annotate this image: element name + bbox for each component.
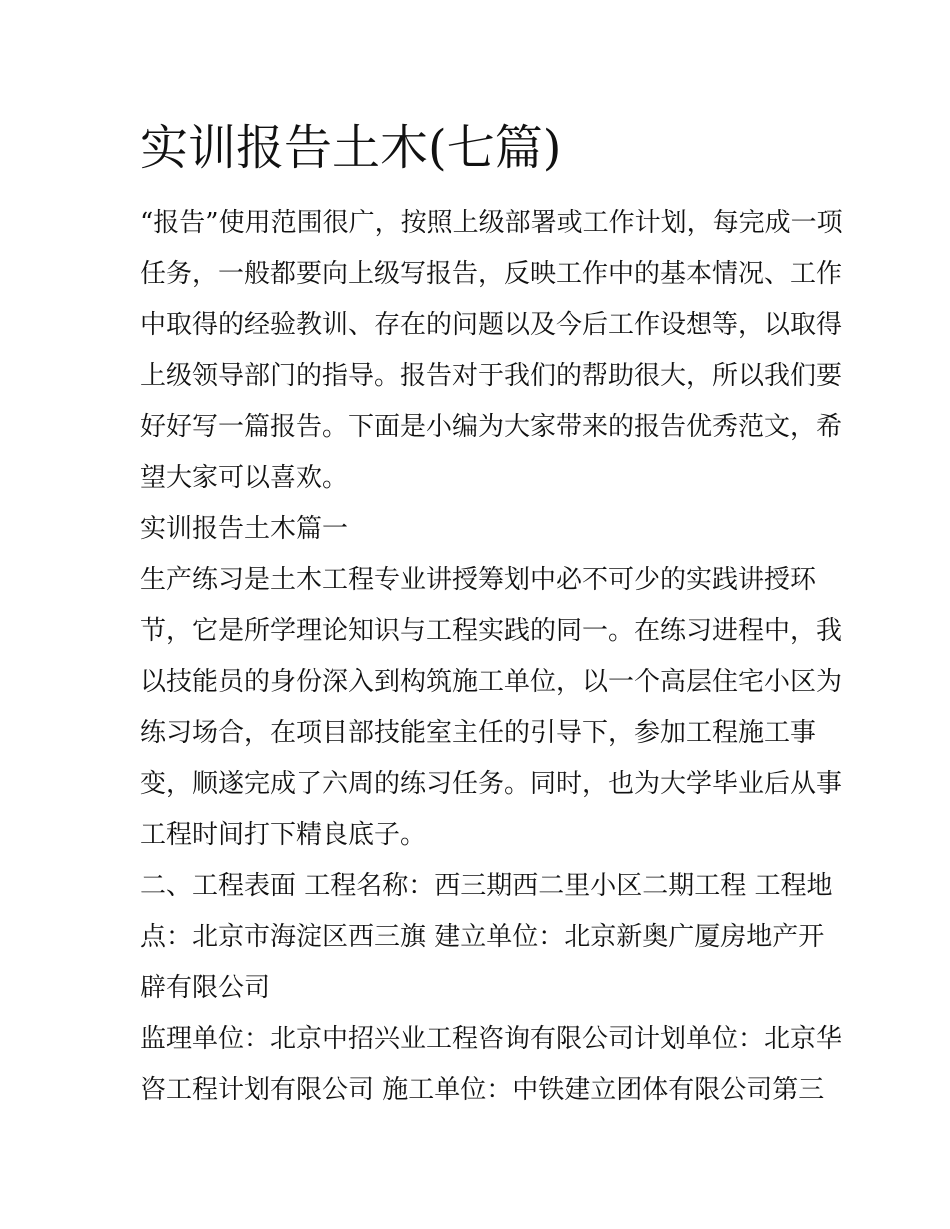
- supervision-line: 监理单位：北京中招兴业工程咨询有限公司计划单位：北京华: [140, 1024, 843, 1054]
- supervision-line: 咨工程计划有限公司 施工单位：中铁建立团体有限公司第三: [140, 1075, 825, 1105]
- section-heading: [140, 504, 820, 555]
- body-line: 练习场合，在项目部技能室主任的引导下，参加工程施工事: [140, 718, 817, 748]
- body-paragraph: [140, 555, 843, 861]
- body-line: 以技能员的身份深入到构筑施工单位，以一个高层住宅小区为: [140, 667, 843, 697]
- intro-line: 好好写一篇报告。下面是小编为大家带来的报告优秀范文，希: [140, 412, 843, 442]
- document-page: [140, 118, 843, 1116]
- supervision-paragraph: [140, 1014, 843, 1116]
- body-line: 变，顺遂完成了六周的练习任务。同时，也为大学毕业后从事: [140, 769, 843, 799]
- intro-line: 中取得的经验教训、存在的问题以及今后工作设想等，以取得: [140, 310, 843, 340]
- body-line: 生产练习是土木工程专业讲授筹划中必不可少的实践讲授环: [140, 565, 817, 595]
- project-line: 二、工程表面 工程名称：西三期西二里小区二期工程 工程地: [140, 871, 833, 901]
- project-paragraph: [140, 861, 833, 1014]
- section-heading-text: 实训报告土木篇一: [140, 514, 349, 544]
- intro-line: 任务，一般都要向上级写报告，反映工作中的基本情况、工作: [140, 259, 843, 289]
- document-title: 实训报告土木(七篇): [140, 120, 562, 176]
- project-line: 点：北京市海淀区西三旗 建立单位：北京新奥广厦房地产开: [140, 922, 825, 952]
- body-line: 工程时间打下精良底子。: [140, 820, 427, 850]
- intro-line: 上级领导部门的指导。报告对于我们的帮助很大，所以我们要: [140, 361, 843, 391]
- intro-line: “报告”使用范围很广，按照上级部署或工作计划，每完成一项: [140, 208, 843, 238]
- intro-line: 望大家可以喜欢。: [140, 463, 349, 493]
- body-line: 节，它是所学理论知识与工程实践的同一。在练习进程中，我: [140, 616, 843, 646]
- intro-paragraph: [140, 198, 843, 504]
- project-line: 辟有限公司: [140, 973, 271, 1003]
